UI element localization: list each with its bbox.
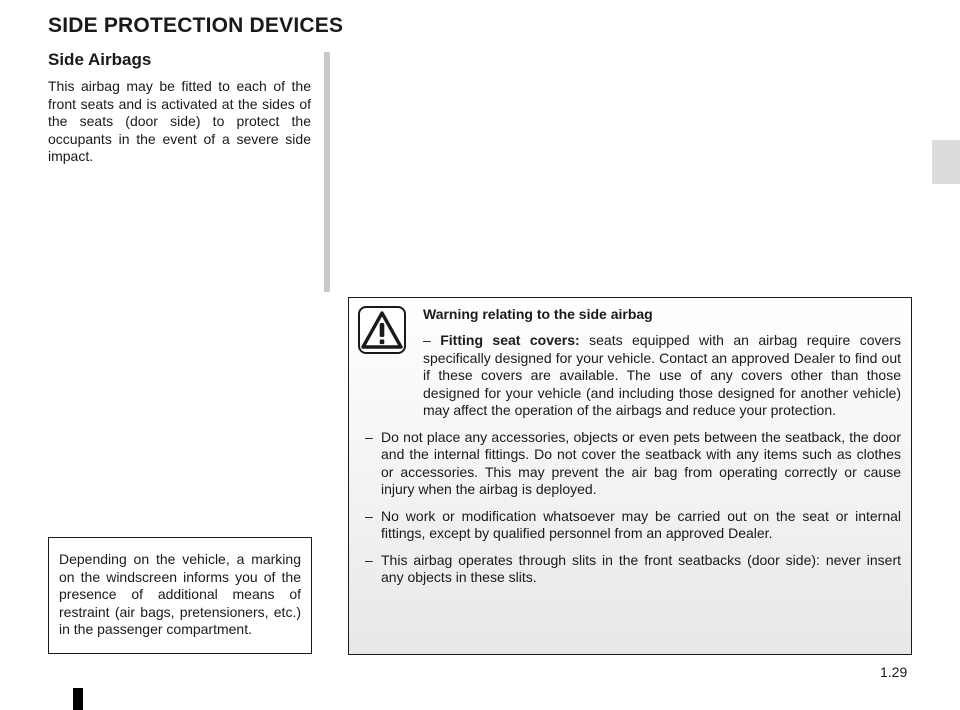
seat-covers-text: seats equipped with an airbag require covers specifically designed for your vehicle. Contact an approved Dealer to find out if these covers are available.	[423, 332, 901, 383]
warning-bullet-text: Do not place any accessories, objects or even pets between the seatback, the door and the internal fittings. Do not cover the seatback with any items such as clothes or accessories. This may prevent the air bag from operating correctly or cause injury when the airbag is deployed.	[381, 428, 901, 497]
bullet-dash: –	[365, 551, 373, 568]
warning-seat-covers-paragraph	[423, 332, 901, 420]
page-number: 1.29	[880, 664, 908, 680]
warning-bullet	[365, 429, 901, 499]
bullet-dash: –	[423, 332, 431, 348]
bullet-dash: –	[365, 428, 373, 445]
note-text: Depending on the vehicle, a marking on the windscreen informs you of the presence of additional means of restraint (air bags, pretensioners, etc.) in the passenger compartment.	[59, 551, 301, 637]
warning-bullet	[365, 508, 901, 543]
warning-bullet-text: This airbag operates through slits in the front seatbacks (door side): never insert any objects in these slits.	[381, 551, 901, 585]
warning-triangle-icon	[358, 306, 406, 354]
warning-bullet-text: No work or modification whatsoever may be carried out on the seat or internal fittings, except by qualified personnel from an approved Dealer.	[381, 507, 901, 541]
section-heading-side-airbags: Side Airbags	[48, 50, 152, 69]
windscreen-marking-note	[48, 537, 312, 654]
warning-title: Warning relating to the side airbag	[423, 306, 653, 322]
warning-box	[348, 297, 912, 655]
chapter-tab-marker	[932, 140, 960, 184]
page-title: SIDE PROTECTION DEVICES	[48, 14, 344, 37]
seat-covers-label: Fitting seat covers:	[440, 332, 580, 348]
column-divider	[324, 52, 330, 292]
seat-covers-text-continued: The use of any covers other than those designed for your vehicle (and including those designed for another vehicle) may affect the operation of the airbags and reduce your protection.	[423, 367, 902, 418]
bullet-dash: –	[365, 507, 373, 524]
warning-bullet	[365, 552, 901, 587]
side-airbags-description: This airbag may be fitted to each of the front seats and is activated at the sides of the seats (door side) to protect the occupants in the event of a severe side impact.	[48, 78, 311, 164]
page-edge-mark	[73, 688, 83, 710]
